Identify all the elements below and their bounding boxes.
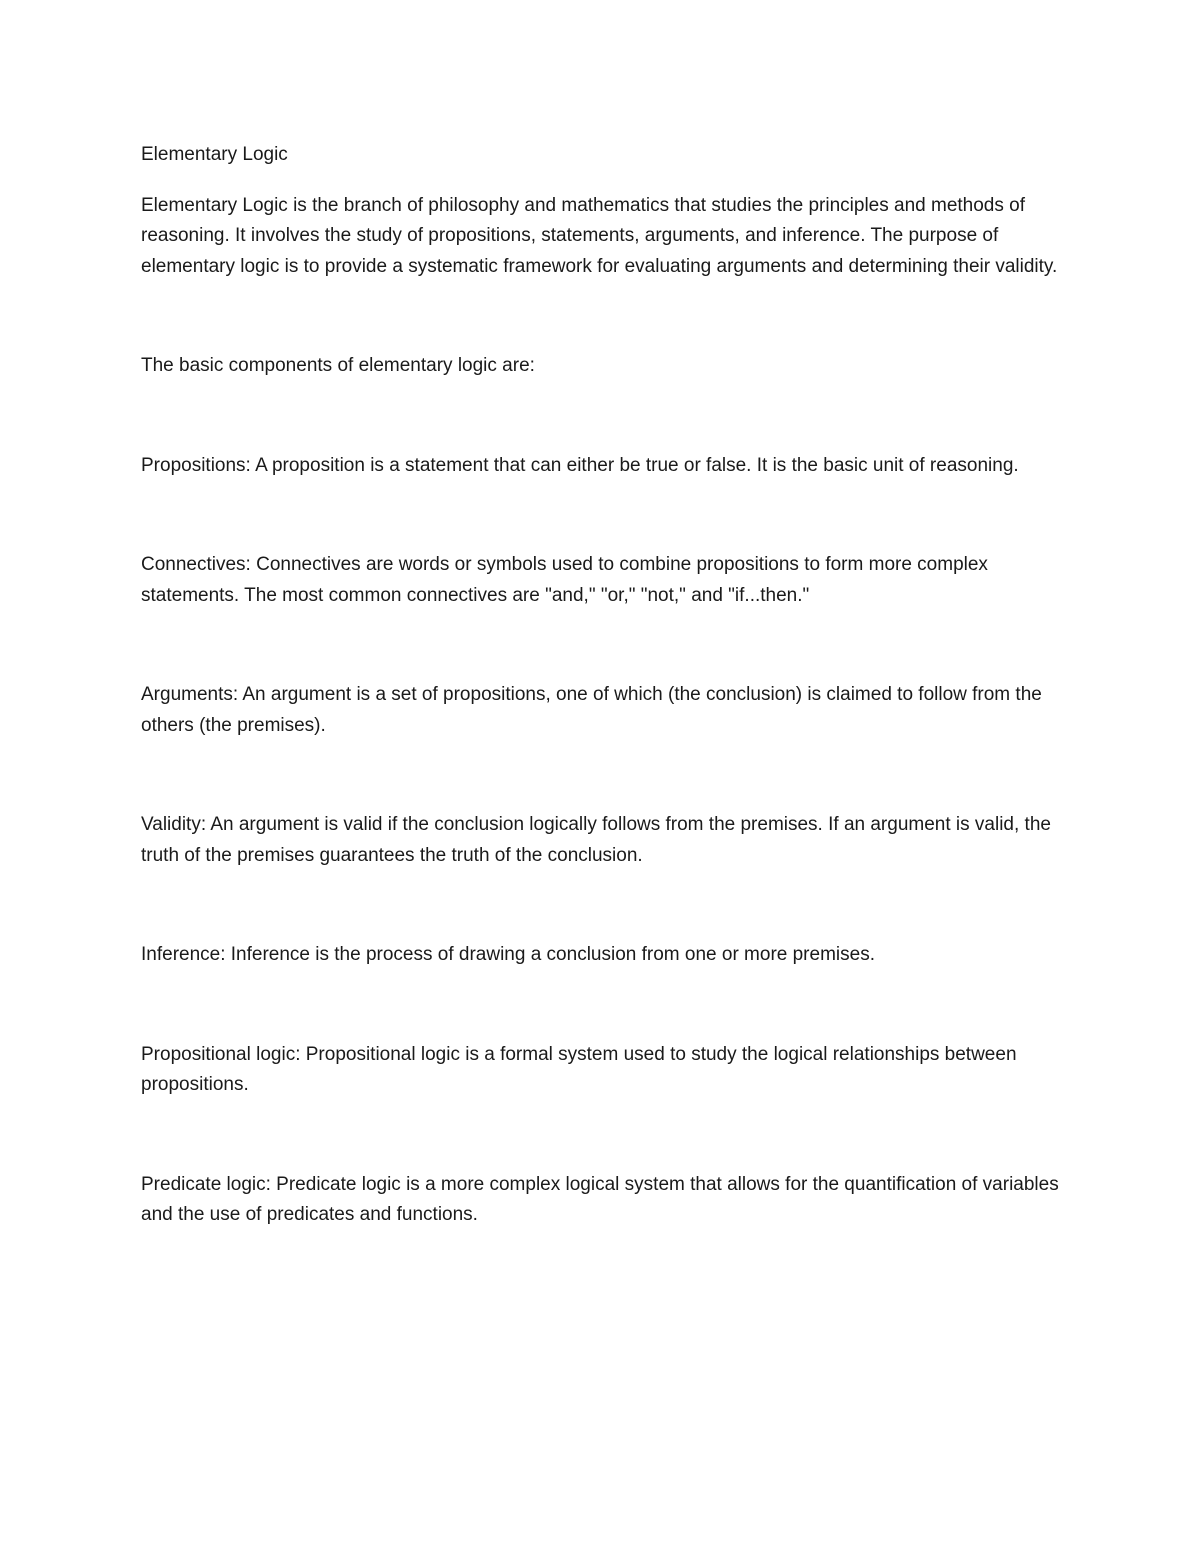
- document-body: [141, 140, 1061, 1231]
- intro-paragraph: Elementary Logic is the branch of philosophy and mathematics that studies the principles and methods of reasoning. It involves the study of propositions, statements, arguments, and inference. The purpose of elementary logic is to provide a systematic framework for evaluating arguments and determining their validity.: [141, 194, 1058, 277]
- inference-paragraph: Inference: Inference is the process of drawing a conclusion from one or more premises.: [141, 944, 875, 965]
- propositional-logic-paragraph: Propositional logic: Propositional logic is a formal system used to study the logical relationships between propositions.: [141, 1043, 1017, 1095]
- predicate-logic-paragraph: Predicate logic: Predicate logic is a more complex logical system that allows for the quantification of variables and the use of predicates and functions.: [141, 1173, 1059, 1225]
- components-lead-paragraph: The basic components of elementary logic are:: [141, 355, 535, 376]
- connectives-paragraph: Connectives: Connectives are words or symbols used to combine propositions to form more complex statements. The most common connectives are "and," "or," "not," and "if...then.": [141, 554, 988, 606]
- document-title: Elementary Logic: [141, 144, 288, 165]
- propositions-paragraph: Propositions: A proposition is a statement that can either be true or false. It is the basic unit of reasoning.: [141, 454, 1019, 476]
- arguments-paragraph: Arguments: An argument is a set of propositions, one of which (the conclusion) is claimed to follow from the others (the premises).: [141, 684, 1042, 736]
- validity-paragraph: Validity: An argument is valid if the conclusion logically follows from the premises. If an argument is valid, the truth of the premises guarantees the truth of the conclusion.: [141, 814, 1051, 866]
